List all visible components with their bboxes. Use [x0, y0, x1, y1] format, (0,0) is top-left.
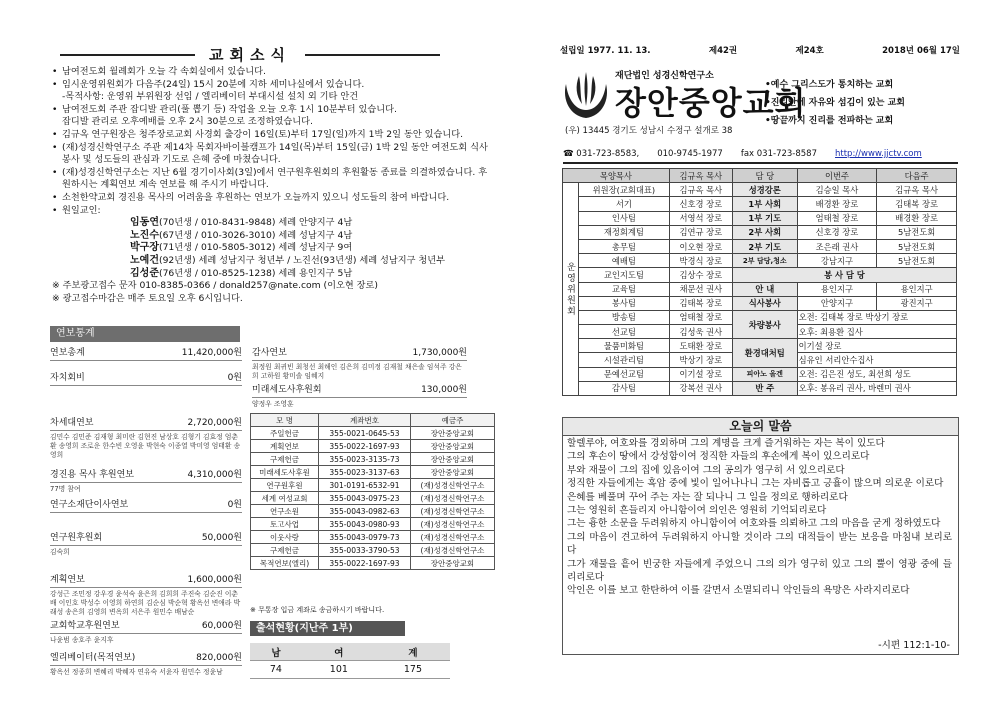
- account-row: [251, 531, 495, 544]
- staff-cell: 서영석 장로: [669, 211, 732, 225]
- staff-header-cell: 담 당: [732, 169, 797, 183]
- account-cell: 355-0022-1697-93: [319, 557, 411, 570]
- scripture-reference: -시편 112:1-10-: [878, 640, 950, 651]
- attendance-value: 74: [250, 661, 302, 679]
- staff-cell: 성경강론: [732, 183, 797, 197]
- scripture-line: 그는 흉한 소문을 두려워하지 아니함이여 여호와를 의뢰하고 그의 마음을 굳게 정하였도다: [567, 518, 941, 530]
- finance-amount: 1,730,000원: [412, 348, 467, 358]
- account-cell: 연구원후원: [251, 479, 319, 492]
- account-cell: 장안중앙교회: [410, 427, 494, 440]
- finance-row: [50, 371, 242, 386]
- member-name: 노진수: [130, 229, 159, 241]
- staff-row: [563, 268, 957, 282]
- finance-label: 엘리베이터(목적연보): [50, 653, 136, 663]
- phone: ☎ 031-723-8583,: [563, 149, 640, 159]
- staff-row: [563, 367, 957, 381]
- account-row: [251, 492, 495, 505]
- account-cell: 장안중앙교회: [410, 453, 494, 466]
- account-header-row: [251, 414, 495, 427]
- staff-cell: 신호경 장로: [797, 225, 877, 239]
- staff-cell: 김성욱 권사: [669, 325, 732, 339]
- attendance-value: 175: [376, 661, 450, 679]
- scripture-line: 할렐루야, 여호와를 경외하며 그의 계명을 크게 즐거워하는 자는 복이 있도다: [567, 438, 885, 449]
- finance-detail: 김숙희: [50, 548, 70, 556]
- attendance-header-cell: 남: [250, 643, 302, 661]
- scripture-box: [562, 417, 959, 655]
- staff-cell: 신호경 장로: [669, 197, 732, 211]
- volume: 제42권: [708, 46, 738, 56]
- new-member: [52, 255, 492, 268]
- staff-cell: 김규옥 목사: [877, 183, 957, 197]
- staff-header-cell: 김규옥 목사: [669, 169, 732, 183]
- staff-cell: 방송팀: [579, 310, 670, 324]
- account-cell: (재)성경신학연구소: [410, 492, 494, 505]
- member-name: 임동연: [130, 217, 159, 229]
- finance-row: [50, 619, 242, 634]
- account-cell: 이웃사랑: [251, 531, 319, 544]
- account-cell: 355-0043-0975-23: [319, 492, 411, 505]
- staff-cell: 용인지구: [797, 282, 877, 296]
- account-cell: (재)성경신학연구소: [410, 505, 494, 518]
- staff-cell: 김승일 목사: [797, 183, 877, 197]
- staff-cell: 용인지구: [877, 282, 957, 296]
- account-cell: 미래세도사후원: [251, 466, 319, 479]
- scripture-line: 악인은 이를 보고 한탄하여 이를 갈면서 소멸되리니 악인들의 욕망은 사라지리로다: [567, 585, 910, 597]
- staff-cell: 심유인 서리안수집사: [797, 353, 956, 367]
- finance-column-left: [50, 346, 242, 679]
- account-cell: 연구소원: [251, 505, 319, 518]
- staff-cell: 이기설 장로: [797, 339, 956, 353]
- staff-cell: 강복선 권사: [669, 381, 732, 395]
- finance-row: [50, 416, 242, 431]
- account-cell: 세계 여성교회: [251, 492, 319, 505]
- finance-detail: 나윤범 송호주 윤지후: [50, 636, 114, 644]
- service-label: 환경대처팀: [732, 339, 797, 367]
- staff-cell: 2부 기도: [732, 239, 797, 253]
- staff-cell: 예배팀: [579, 254, 670, 268]
- account-cell: 구제헌금: [251, 453, 319, 466]
- finance-column-right: [252, 346, 467, 411]
- account-cell: 355-0022-1697-93: [319, 440, 411, 453]
- staff-cell: 김연규 장로: [669, 225, 732, 239]
- account-cell: 주일헌금: [251, 427, 319, 440]
- finance-row: [252, 346, 467, 361]
- staff-cell: 배경환 장로: [797, 197, 877, 211]
- finance-amount: 0원: [227, 373, 242, 383]
- member-detail: (71년생 / 010-5805-3012) 세례 성남지구 9여: [158, 242, 353, 254]
- staff-cell: 위원장(교회대표): [579, 183, 670, 197]
- established-date: 설립일 1977. 11. 13.: [560, 46, 651, 56]
- account-cell: 장안중앙교회: [410, 557, 494, 570]
- service-label: 안 내: [732, 282, 797, 296]
- staff-cell: 엄태철 장로: [669, 310, 732, 324]
- finance-label: 계획연보: [50, 575, 85, 585]
- church-address: (우) 13445 경기도 성남시 수정구 설개로 38: [565, 126, 733, 136]
- finance-label: 차세대연보: [50, 418, 94, 428]
- staff-cell: 선교팀: [579, 325, 670, 339]
- attendance-header-cell: 여: [302, 643, 376, 661]
- finance-row: [50, 498, 242, 513]
- service-label: 피아노 올겐: [732, 367, 797, 381]
- account-header-cell: 계좌번호: [319, 414, 411, 427]
- account-cell: 355-0033-3790-53: [319, 544, 411, 557]
- staff-row: [563, 339, 957, 353]
- account-row: [251, 505, 495, 518]
- staff-cell: 오후: 봉유리 권사, 바렌미 권사: [797, 381, 956, 395]
- account-table-body: [251, 427, 495, 570]
- finance-amount: 11,420,000원: [181, 348, 242, 358]
- staff-cell: 오전: 김은진 성도, 최선희 성도: [797, 367, 956, 381]
- church-logo-icon: [560, 70, 612, 122]
- attendance-header-cell: 계: [376, 643, 450, 661]
- website-link[interactable]: http://www.jjctv.com: [835, 149, 922, 159]
- account-cell: 355-0043-0979-73: [319, 531, 411, 544]
- staff-cell: 배경환 장로: [877, 211, 957, 225]
- account-note: ※ 무통장 입금 계좌로 송금하시기 바랍니다.: [250, 606, 385, 614]
- finance-detail: 황옥선 정종희 변혜리 박혜자 연유숙 서윤자 원민수 정윤남: [50, 668, 223, 676]
- staff-cell: 5남전도회: [877, 225, 957, 239]
- staff-row: [563, 254, 957, 268]
- finance-label: 미래세도사후원회: [252, 385, 322, 395]
- account-row: [251, 453, 495, 466]
- new-members-label: 원일교인:: [62, 204, 101, 216]
- staff-row: [563, 381, 957, 395]
- account-cell: (재)성경신학연구소: [410, 518, 494, 531]
- issue: 제24호: [795, 46, 824, 56]
- staff-cell: 봉사팀: [579, 296, 670, 310]
- staff-cell: 인사팀: [579, 211, 670, 225]
- finance-row: [50, 573, 242, 588]
- staff-row: [563, 211, 957, 225]
- member-detail: (67년생 / 010-3026-3010) 세례 성남지구 4남: [158, 229, 353, 241]
- account-cell: (재)성경신학연구소: [410, 544, 494, 557]
- attendance-title: 출석현황(지난주 1부): [250, 621, 405, 636]
- account-cell: 장안중앙교회: [410, 466, 494, 479]
- finance-amount: 0원: [227, 500, 242, 510]
- service-header: 봉 사 담 당: [732, 268, 956, 282]
- finance-label: 연구원후원회: [50, 533, 103, 543]
- staff-cell: 김태복 장로: [877, 197, 957, 211]
- account-cell: 구제헌금: [251, 544, 319, 557]
- staff-cell: 물품미화팀: [579, 339, 670, 353]
- staff-header-cell: 목양목사: [563, 169, 670, 183]
- account-row: [251, 427, 495, 440]
- church-mottos: [765, 76, 905, 130]
- fax: fax 031-723-8587: [740, 149, 817, 159]
- news-item: • (재)성경신학연구소는 지난 6월 경기이사회(3일)에서 연구원후원회의 후원활동 종료를 의결하였습니다. 후원하시는 계획연보 계속 연보를 해 주시기 바랍니다.: [52, 167, 492, 192]
- staff-row: [563, 310, 957, 324]
- finance-amount: 4,310,000원: [187, 470, 242, 480]
- finance-row: [50, 468, 242, 483]
- staff-table: [562, 168, 957, 396]
- finance-detail: 김민수 김민준 김재형 최미란 김현진 남상호 김형기 김효정 엄춘환 송영희 조로운 한수빈 오영윤 박현숙 이종열 박미영 엄태환 송영희: [50, 433, 241, 459]
- finance-amount: 60,000원: [201, 621, 242, 631]
- account-cell: (재)성경신학연구소: [410, 531, 494, 544]
- committee-label: 운영위원회: [563, 183, 579, 396]
- scripture-line: 은혜를 베풀며 꾸어 주는 자는 잘 되나니 그 일을 정의로 행하리로다: [567, 491, 848, 503]
- finance-amount: 130,000원: [421, 385, 467, 395]
- scripture-line: 그는 영원히 흔들리지 아니함이여 의인은 영원히 기억되리로다: [567, 505, 827, 517]
- account-cell: 355-0023-3135-73: [319, 453, 411, 466]
- staff-cell: 조은래 권사: [797, 239, 877, 253]
- staff-header-cell: 이번주: [797, 169, 877, 183]
- staff-header-row: [563, 169, 957, 183]
- bulletin-date: 2018년 06월 17일: [882, 46, 960, 56]
- staff-cell: 광진지구: [877, 296, 957, 310]
- staff-cell: 엄태철 장로: [797, 211, 877, 225]
- account-cell: 계획연보: [251, 440, 319, 453]
- masthead-bar: [560, 44, 960, 56]
- staff-cell: 총무팀: [579, 239, 670, 253]
- finance-amount: 820,000원: [196, 653, 242, 663]
- staff-cell: 교인지도팀: [579, 268, 670, 282]
- finance-label: 연구소재단이사연보: [50, 500, 129, 510]
- finance-amount: 50,000원: [201, 533, 242, 543]
- staff-row: [563, 197, 957, 211]
- staff-cell: 재정회계팀: [579, 225, 670, 239]
- news-item: • 소천한약교회 경진용 목사의 어려움을 후원하는 연보가 오늘까지 있으니 성도들의 참여 바랍니다.: [52, 192, 492, 205]
- member-detail: (70년생 / 010-8431-9848) 세례 안양지구 4남: [158, 217, 353, 229]
- staff-cell: 1부 사회: [732, 197, 797, 211]
- finance-detail: 양정우 조영훈: [252, 400, 294, 408]
- account-cell: 355-0043-0980-93: [319, 518, 411, 531]
- finance-detail: 강성근 조민정 강우경 윤석숙 윤은희 김희희 주진숙 김순진 이춘배 이인호 박성수 이영희 하연희 김순심 박순혁 황옥선 변애라 박래성 송은희 김영희 변옥희 서은주 원민수 배남순: [50, 590, 241, 616]
- motto: •예수 그리스도가 통치하는 교회: [765, 80, 894, 90]
- scripture-text: [567, 437, 952, 598]
- service-label: 반 주: [732, 381, 797, 395]
- finance-amount: 2,720,000원: [187, 418, 242, 428]
- account-cell: 355-0021-0645-53: [319, 427, 411, 440]
- news-item: • 남여전도회 월례회가 오늘 각 속회실에서 있습니다.: [52, 66, 492, 79]
- account-row: [251, 557, 495, 570]
- account-row: [251, 518, 495, 531]
- account-cell: 토고사업: [251, 518, 319, 531]
- account-row: [251, 479, 495, 492]
- account-row: [251, 544, 495, 557]
- staff-cell: 서기: [579, 197, 670, 211]
- motto: •땅끝까지 진리를 전파하는 교회: [765, 116, 894, 126]
- account-row: [251, 440, 495, 453]
- finance-detail: 최정원 최귀빈 최청선 최해인 김은희 김미정 김재철 채은솔 임석주 강은희 고하원 황미솔 임혜지: [252, 363, 462, 380]
- finance-label: 자치회비: [50, 373, 85, 383]
- scripture-line: 그가 재물을 흩어 빈궁한 자들에게 주었으니 그의 의가 영구히 있고 그의 뿔이 영광 중에 들리리로다: [567, 558, 952, 584]
- account-header-cell: 모 명: [251, 414, 319, 427]
- staff-cell: 박경식 장로: [669, 254, 732, 268]
- contact-bar: [563, 149, 958, 164]
- finance-row: [50, 531, 242, 546]
- account-cell: 355-0023-3137-63: [319, 466, 411, 479]
- new-member: [52, 268, 492, 281]
- news-item: • (재)성경신학연구소 주관 제14차 목회자바이블캠프가 14일(목)부터 15일(금) 1박 2일 동안 여전도회 식사봉사 및 성도들의 관심과 기도로 은혜 중에 마쳤습니다.: [52, 142, 492, 167]
- scripture-line: 그의 마음이 견고하여 두려워하지 아니할 것이라 그의 대적들이 받는 보응을 마침내 보리로다: [567, 531, 952, 557]
- new-member: [52, 242, 492, 255]
- finance-detail: 77명 참여: [50, 485, 81, 493]
- attendance-table: [250, 643, 450, 679]
- staff-cell: 강남지구: [797, 254, 877, 268]
- news-list: [52, 66, 492, 305]
- motto: •진리안에 자유와 섬김이 있는 교회: [765, 98, 906, 108]
- finance-amount: 1,600,000원: [187, 575, 242, 585]
- staff-cell: 채문선 권사: [669, 282, 732, 296]
- news-item: • 김규옥 연구원장은 청주장로교회 사경회 출강이 16일(토)부터 17일(일)까지 1박 2일 동안 있습니다.: [52, 129, 492, 142]
- staff-header-cell: 다음주: [877, 169, 957, 183]
- member-detail: (76년생 / 010-8525-1238) 세례 용인지구 5남: [158, 267, 353, 279]
- news-title: 교회소식: [60, 44, 440, 64]
- staff-cell: 1부 기도: [732, 211, 797, 225]
- new-member: [52, 230, 492, 243]
- staff-cell: 박상기 장로: [669, 353, 732, 367]
- member-name: 노예건: [130, 254, 159, 266]
- church-name: 장안중앙교회: [615, 84, 807, 122]
- staff-cell: 안양지구: [797, 296, 877, 310]
- member-name: 김성준: [130, 267, 159, 279]
- staff-cell: 김상수 장로: [669, 268, 732, 282]
- news-item: • 남여전도회 주관 잡디발 관리(풀 뽑기 등) 작업을 오늘 오후 1시 10분부터 있습니다.: [52, 104, 492, 117]
- account-cell: 장안중앙교회: [410, 440, 494, 453]
- staff-cell: 교육팀: [579, 282, 670, 296]
- staff-row: [563, 239, 957, 253]
- staff-cell: 도태환 장로: [669, 339, 732, 353]
- finance-row: [252, 383, 467, 398]
- account-row: [251, 466, 495, 479]
- staff-cell: 문예선교팀: [579, 367, 670, 381]
- finance-title: 연보통계: [50, 326, 240, 342]
- finance-row: [50, 651, 242, 666]
- staff-cell: 2부 담당,청소: [732, 254, 797, 268]
- organization-name: 재단법인 성경신학연구소: [615, 71, 714, 81]
- finance-row: [50, 346, 242, 361]
- staff-cell: 오후: 최용환 집사: [797, 325, 956, 339]
- staff-cell: 김규옥 목사: [669, 183, 732, 197]
- account-header-cell: 예금주: [410, 414, 494, 427]
- member-name: 박구장: [130, 242, 159, 254]
- service-label: 식사봉사: [732, 296, 797, 310]
- attendance-value-row: [250, 661, 450, 679]
- staff-cell: 이기설 장로: [669, 367, 732, 381]
- staff-row: [563, 225, 957, 239]
- account-cell: (재)성경신학연구소: [410, 479, 494, 492]
- news-subline: 잡디발 관리로 오후예배를 오후 2시 30분으로 조정하였습니다.: [62, 116, 313, 128]
- staff-cell: 오전: 김태복 장로 박상기 장로: [797, 310, 956, 324]
- scripture-line: 그의 후손이 땅에서 강성함이여 정직한 자들의 후손에게 복이 있으리로다: [567, 451, 870, 463]
- attendance-value: 101: [302, 661, 376, 679]
- staff-cell: 5남전도회: [877, 254, 957, 268]
- staff-cell: 5남전도회: [877, 239, 957, 253]
- new-member: [52, 217, 492, 230]
- staff-cell: 시설관리팀: [579, 353, 670, 367]
- scripture-title: 오늘의 말씀: [563, 418, 958, 436]
- news-item-new-members: [52, 205, 492, 218]
- news-subline: -목적사항: 운영위 부위원장 선임 / 엘리베이터 부대시설 설치 외 기타 안건: [62, 91, 359, 103]
- finance-label: 교회학교후원연보: [50, 621, 120, 631]
- service-label: 차량봉사: [732, 310, 797, 338]
- finance-label: 감사연보: [252, 348, 287, 358]
- account-cell: 301-0191-6532-91: [319, 479, 411, 492]
- staff-cell: 2부 사회: [732, 225, 797, 239]
- account-cell: 목적연보(엘리): [251, 557, 319, 570]
- account-table: [250, 413, 495, 570]
- finance-label: 경진용 목사 후원연보: [50, 470, 134, 480]
- ad-note: ※ 주보광고접수 문자 010-8385-0366 / donald257@nate.com (이오현 장로): [52, 280, 378, 292]
- staff-row: [563, 296, 957, 310]
- mobile: 010-9745-1977: [657, 149, 723, 159]
- account-cell: 355-0043-0982-63: [319, 505, 411, 518]
- staff-cell: 김태복 장로: [669, 296, 732, 310]
- scripture-line: 부와 재물이 그의 집에 있음이여 그의 공의가 영구히 서 있으리로다: [567, 464, 845, 476]
- news-item: • 임시운영위원회가 다음주(24일) 15시 20분에 지하 세미나실에서 있습니다.: [52, 79, 492, 92]
- staff-cell: 이오현 장로: [669, 239, 732, 253]
- attendance-header-row: [250, 643, 450, 661]
- staff-cell: 감사팀: [579, 381, 670, 395]
- ad-note: ※ 광고접수마감은 매주 토요일 오후 6시입니다.: [52, 292, 243, 304]
- finance-label: 연보총계: [50, 348, 85, 358]
- scripture-line: 정직한 자들에게는 흑암 중에 빛이 일어나나니 그는 자비롭고 긍휼이 많으며 의로운 이로다: [567, 478, 944, 490]
- member-detail: (92년생) 세례 성남지구 청년부 / 노진선(93년생) 세례 성남지구 청년부: [158, 254, 446, 266]
- staff-row: [563, 183, 957, 197]
- staff-row: [563, 282, 957, 296]
